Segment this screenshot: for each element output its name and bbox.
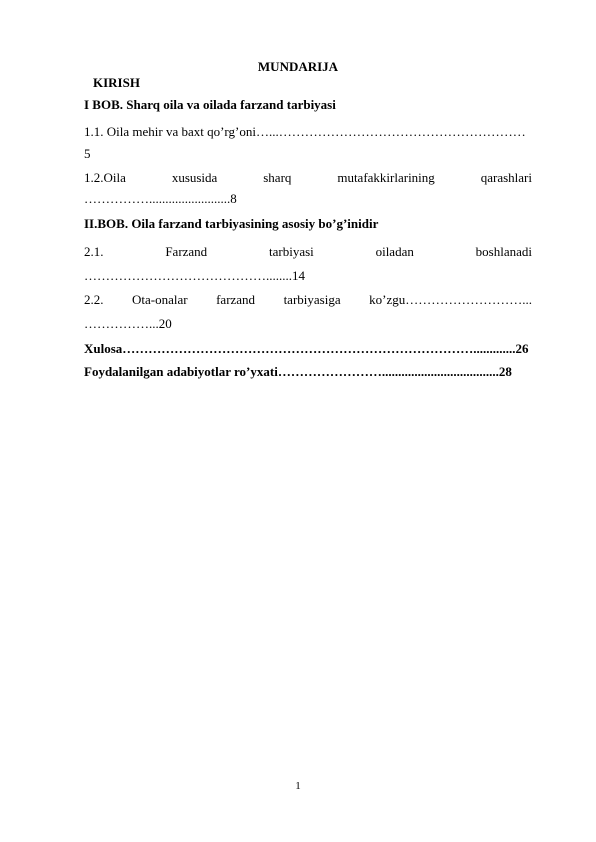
toc-word: Ota-onalar [132,292,188,307]
toc-item-1-1-line1: 1.1. Oila mehir va baxt qo’rg’oni…...………………………………………………… [84,124,526,139]
toc-chapter-1: I BOB. Sharq oila va oilada farzand tarbiyasi [84,97,336,112]
toc-word: farzand [216,292,256,307]
toc-word: tarbiyasiga [283,292,341,307]
toc-word: ko’zgu………………………... [369,292,532,307]
toc-word: Farzand [165,244,208,259]
toc-item-1-1-page: 5 [84,146,91,161]
toc-word: sharq [263,170,292,185]
toc-kirish: KIRISH [93,75,140,90]
toc-title: MUNDARIJA [257,59,339,74]
toc-word: qarashlari [480,170,532,185]
toc-item-1-2-line1 [84,170,532,186]
toc-word: boshlanadi [475,244,532,259]
toc-item-2-1-line1 [84,244,532,260]
toc-word: 2.1. [84,244,104,259]
toc-word: mutafakkirlarining [337,170,435,185]
toc-word: tarbiyasi [269,244,314,259]
toc-word: oiladan [375,244,414,259]
toc-item-2-2-line1 [84,292,532,308]
toc-word: xususida [171,170,218,185]
toc-xulosa: Xulosa……………………………………………………………………….............26 [84,341,529,356]
toc-item-2-2-page: ……………...20 [84,316,172,331]
toc-item-2-1-page: ……………………………………........14 [84,268,305,283]
toc-word: 2.2. [84,292,104,307]
toc-item-1-2-page: …………….........................8 [84,191,237,206]
toc-word: 1.2.Oila [84,170,126,185]
toc-chapter-2: II.BOB. Oila farzand tarbiyasining asosiy bo’g’inidir [84,216,379,231]
page-number: 1 [295,780,301,792]
toc-adabiyotlar: Foydalanilgan adabiyotlar ro’yxati……………………....................................28 [84,364,512,379]
